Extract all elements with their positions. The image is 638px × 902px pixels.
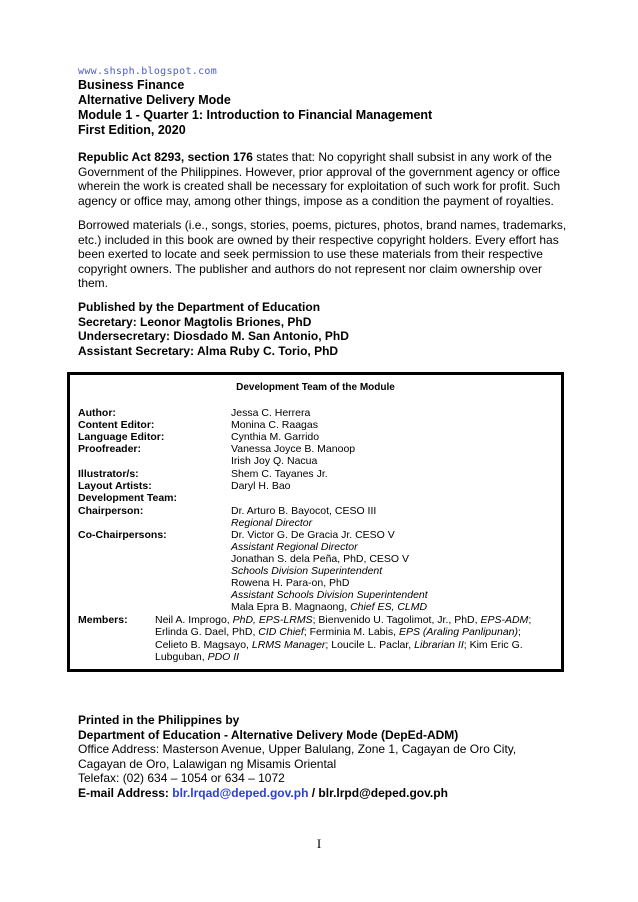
language-editor-label: Language Editor: <box>78 431 165 443</box>
member-text: ; Kim Eric G. Lubguban, <box>155 638 523 663</box>
development-team-label: Development Team: <box>78 492 177 504</box>
member-role: EPS-ADM <box>480 614 529 626</box>
illustrator-value: Shem C. Tayanes Jr. <box>231 468 328 480</box>
illustrator-label: Illustrator/s: <box>78 468 139 480</box>
undersecretary-line: Undersecretary: Diosdado M. San Antonio, PhD <box>78 329 349 344</box>
publisher-line: Published by the Department of Education <box>78 300 321 314</box>
telefax: Telefax: (02) 634 – 1054 or 634 – 1072 <box>78 771 285 786</box>
copyright-text: states that: No copyright shall subsist in any work of the Government of the Philippines. However, prior approval of the government agency or office wherein the work is created shall be necessary for exploitation of such work for profit. Such agency or office may, among other things, impose as a condition the payment of royalties. <box>78 150 561 208</box>
office-address: Office Address: Masterson Avenue, Upper Balulang, Zone 1, Cagayan de Oro City, <box>78 742 517 757</box>
co-chair-4-name: Mala Epra B. Magnaong, <box>231 601 351 613</box>
author-value: Jessa C. Herrera <box>231 407 311 419</box>
mode-title: Alternative Delivery Mode <box>78 93 231 107</box>
secretary-line: Secretary: Leonor Magtolis Briones, PhD <box>78 314 312 329</box>
assistant-secretary-line: Assistant Secretary: Alma Ruby C. Torio, PhD <box>78 343 339 358</box>
development-team-box <box>67 372 564 672</box>
co-chair-4-role: Chief ES, CLMD <box>350 601 428 613</box>
edition-title: First Edition, 2020 <box>78 123 186 137</box>
co-chairpersons-label: Co-Chairpersons: <box>78 529 167 541</box>
proofreader-label: Proofreader: <box>78 443 142 455</box>
member-role: PhD, EPS-LRMS <box>232 614 313 626</box>
layout-artists-value: Daryl H. Bao <box>231 480 291 492</box>
member-role: LRMS Manager <box>251 638 326 651</box>
members-list <box>155 614 555 663</box>
co-chair-3-role: Assistant Schools Division Superintendent <box>231 589 428 601</box>
co-chair-3: Rowena H. Para-on, PhD <box>231 577 350 589</box>
publisher-block <box>78 300 349 358</box>
copyright-lead: Republic Act 8293, section 176 <box>78 150 253 164</box>
co-chair-1-role: Assistant Regional Director <box>231 541 358 553</box>
watermark-url: www.shsph.blogspot.com <box>78 66 218 77</box>
member-role: CID Chief <box>258 626 304 639</box>
member-text: ; Loucile L. Paclar, <box>325 638 415 651</box>
page-number: I <box>316 836 322 851</box>
author-label: Author: <box>78 407 116 419</box>
language-editor-value: Cynthia M. Garrido <box>231 431 320 443</box>
co-chair-2-role: Schools Division Superintendent <box>231 565 383 577</box>
title-block <box>78 78 432 138</box>
co-chair-1: Dr. Victor G. De Gracia Jr. CESO V <box>231 529 395 541</box>
member-text: ; Ferminia M. Labis, <box>303 626 399 639</box>
chairperson-value: Dr. Arturo B. Bayocot, CESO III <box>231 505 377 517</box>
member-text: ; Celieto B. Magsayo, <box>155 626 521 651</box>
member-text: Neil A. Improgo, <box>155 614 233 626</box>
email-label: E-mail Address: <box>78 785 173 800</box>
co-chair-2: Jonathan S. dela Peña, PhD, CESO V <box>231 553 410 565</box>
module-title: Module 1 - Quarter 1: Introduction to Financial Management <box>78 108 433 122</box>
member-role: Librarian II <box>414 638 464 651</box>
subject-title: Business Finance <box>78 78 185 92</box>
email-link-2[interactable]: blr.lrpd@deped.gov.ph <box>318 785 448 800</box>
borrowed-materials-paragraph: Borrowed materials (i.e., songs, stories, poems, pictures, photos, brand names, trademarks, etc.) included in this book are owned by their respective copyright holders. Every effort has been exerted to locate and seek permission to use these materials from their respective copyright owners. The publisher and authors do not represent nor claim ownership over them. <box>78 218 567 291</box>
chairperson-label: Chairperson: <box>78 505 144 517</box>
members-label: Members: <box>78 614 128 626</box>
printed-block <box>78 713 578 801</box>
member-role: PDO II <box>207 650 240 663</box>
content-editor-value: Monina C. Raagas <box>231 419 318 431</box>
copyright-paragraph <box>78 150 568 208</box>
email-separator: / <box>308 785 319 800</box>
member-role: EPS (Araling Panlipunan) <box>398 626 519 639</box>
printed-line: Printed in the Philippines by <box>78 713 240 727</box>
email-line <box>78 786 578 801</box>
dev-team-title: Development Team of the Module <box>236 382 395 393</box>
layout-artists-label: Layout Artists: <box>78 480 152 492</box>
chairperson-role: Regional Director <box>231 517 313 529</box>
email-link-1[interactable]: blr.lrqad@deped.gov.ph <box>172 785 309 800</box>
proofreader-value-1: Vanessa Joyce B. Manoop <box>231 443 356 455</box>
proofreader-value-2: Irish Joy Q. Nacua <box>231 455 318 467</box>
co-chair-4 <box>231 601 427 613</box>
office-address-2: Cagayan de Oro, Lalawigan ng Misamis Oriental <box>78 756 337 771</box>
member-text: ; Erlinda G. Dael, PhD, <box>155 614 532 639</box>
printer-name: Department of Education - Alternative Delivery Mode (DepEd-ADM) <box>78 727 459 742</box>
content-editor-label: Content Editor: <box>78 419 155 431</box>
member-text: ; Bienvenido U. Tagolimot, Jr., PhD, <box>312 614 481 626</box>
